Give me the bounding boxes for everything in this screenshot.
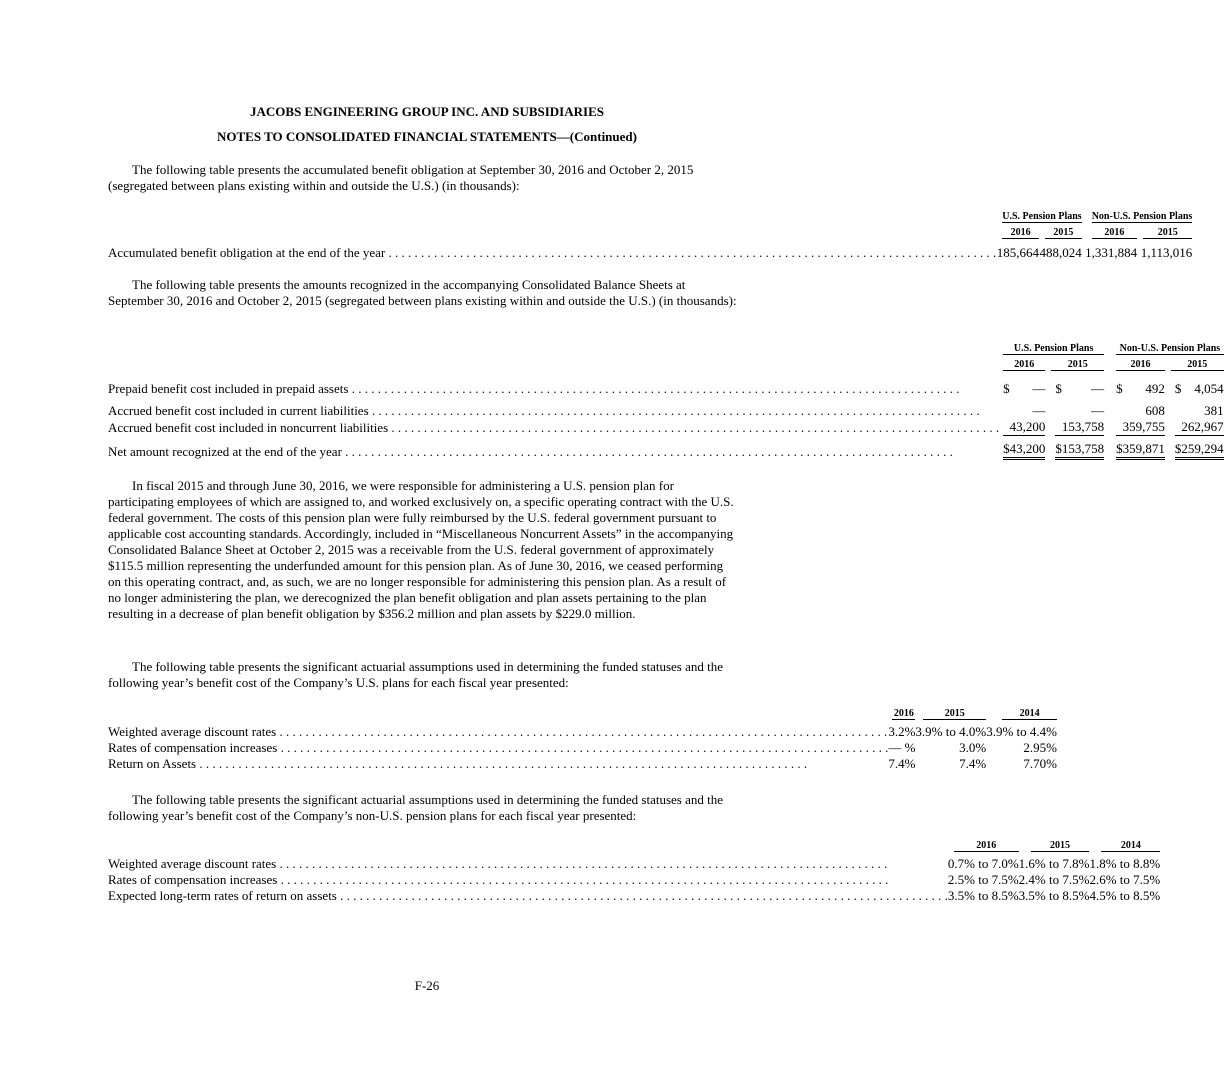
page-number: F-26 <box>414 978 440 993</box>
table-cell: 488,024 <box>1039 245 1082 260</box>
table-cell: 1,331,884 <box>1085 245 1138 260</box>
table-cell: 262,967 <box>1175 419 1224 436</box>
year-header: 2016 <box>1002 227 1039 239</box>
paragraph-3 <box>108 478 738 622</box>
table-cell: $ 492 <box>1116 381 1165 396</box>
table-cell: 185,664 <box>996 245 1039 260</box>
table-cell: — <box>1091 403 1105 418</box>
table-cell: 3.2% <box>888 724 916 739</box>
row-label: Return on Assets . . . <box>108 756 888 772</box>
table-cell: 2.5% to 7.5% <box>947 872 1019 887</box>
section-subtitle: NOTES TO CONSOLIDATED FINANCIAL STATEMENTS—(Continued) <box>217 129 637 144</box>
table-cell: 7.70% <box>1023 756 1057 771</box>
paragraph-5 <box>108 792 738 824</box>
year-header: 2015 <box>1171 359 1224 371</box>
table-cell: 3.0% <box>959 740 987 755</box>
table-cell: 2.95% <box>1023 740 1057 755</box>
row-label: Rates of compensation increases . . . <box>108 872 948 888</box>
us-assumptions-table <box>108 704 1057 772</box>
group-header-nonus: Non-U.S. Pension Plans <box>1091 211 1193 222</box>
table-cell: $359,871 <box>1116 441 1165 460</box>
row-label: Accrued benefit cost included in current liabilities . . . <box>108 403 999 419</box>
paragraph-2 <box>108 277 738 309</box>
paragraph-4-text: The following table presents the significant actuarial assumptions used in determining the funded statuses and the following year’s benefit cost of the Company’s U.S. plans for each fiscal year presented: <box>108 659 723 690</box>
year-header: 2015 <box>1143 227 1192 239</box>
nonus-assumptions-table <box>108 836 1160 904</box>
table-cell: $ — <box>1055 381 1105 396</box>
row-label: Rates of compensation increases . . . <box>108 740 888 756</box>
paragraph-1 <box>108 162 738 194</box>
table-cell: $ 4,054 <box>1174 381 1224 396</box>
paragraph-5-text: The following table presents the significant actuarial assumptions used in determining the funded statuses and the following year’s benefit cost of the Company’s non-U.S. pension plans for each fiscal year presented: <box>108 792 723 823</box>
group-header-nonus: Non-U.S. Pension Plans <box>1116 343 1224 355</box>
amounts-recognized-table <box>108 339 1224 460</box>
table-cell: 7.4% <box>888 756 916 771</box>
year-header: 2016 <box>1003 359 1045 371</box>
year-header: 2016 <box>954 840 1019 852</box>
table-cell: — % <box>888 740 916 755</box>
table-cell: 1.8% to 8.8% <box>1089 856 1161 871</box>
table-cell: 3.9% to 4.4% <box>986 724 1057 739</box>
table-cell: 3.9% to 4.0% <box>915 724 987 739</box>
table-cell: 153,758 <box>1055 419 1104 436</box>
table-cell: 4.5% to 8.5% <box>1089 888 1161 903</box>
year-header: 2016 <box>893 708 914 719</box>
row-label: Prepaid benefit cost included in prepaid assets . . . <box>108 381 999 397</box>
table-cell: 608 <box>1145 403 1165 418</box>
year-header: 2014 <box>1101 840 1160 852</box>
paragraph-1-text: The following table presents the accumulated benefit obligation at September 30, 2016 and October 2, 2015 (segregated between plans existing within and outside the U.S.) (in thousands): <box>108 162 694 193</box>
row-label: Accumulated benefit obligation at the end of the year . . . <box>108 245 996 261</box>
accumulated-benefit-table <box>108 207 1192 261</box>
year-header: 2015 <box>923 708 986 720</box>
year-header: 2015 <box>1045 227 1082 239</box>
table-cell: 2.4% to 7.5% <box>1018 872 1090 887</box>
table-cell: $43,200 <box>1003 441 1045 460</box>
group-header-us: U.S. Pension Plans <box>1002 211 1082 222</box>
paragraph-2-text: The following table presents the amounts recognized in the accompanying Consolidated Balance Sheets at September 30, 2016 and October 2, 2015 (segregated between plans existing within and outside the U.S.) (in thousands): <box>108 277 737 308</box>
table-cell: $ — <box>1003 381 1046 396</box>
table-cell: 1.6% to 7.8% <box>1018 856 1090 871</box>
table-cell: 43,200 <box>1003 419 1045 436</box>
group-header-us: U.S. Pension Plans <box>1003 343 1104 355</box>
table-cell: 1,113,016 <box>1140 245 1193 260</box>
table-cell: 3.5% to 8.5% <box>947 888 1019 903</box>
paragraph-4 <box>108 659 738 691</box>
table-cell: 359,755 <box>1116 419 1165 436</box>
row-label: Weighted average discount rates . . . <box>108 724 888 740</box>
table-cell: — <box>1032 403 1046 418</box>
table-cell: 0.7% to 7.0% <box>947 856 1019 871</box>
paragraph-3-text: In fiscal 2015 and through June 30, 2016, we were responsible for administering a U.S. pension plan for participating employees of which are assigned to, and worked exclusively on, a specific operating contract with the U.S. federal government. The costs of this pension plan were fully reimbursed by the U.S. federal government pursuant to applicable cost accounting standards. Accordingly, included in “Miscellaneous Noncurrent Assets” in the accompanying Consolidated Balance Sheet at October 2, 2015 was a receivable from the U.S. federal government of approximately $115.5 million representing the underfunded amount for this pension plan. As of June 30, 2016, we ceased performing on this operating contract, and, as such, we are no longer responsible for administering this pension plan. As a result of no longer administering the plan, we derecognized the plan benefit obligation and plan assets pertaining to the plan resulting in a decrease of plan benefit obligation by $356.2 million and plan assets by $229.0 million. <box>108 478 734 621</box>
row-label: Expected long-term rates of return on assets . . . <box>108 888 948 904</box>
table-cell: 3.5% to 8.5% <box>1018 888 1090 903</box>
company-heading: JACOBS ENGINEERING GROUP INC. AND SUBSIDIARIES <box>250 104 604 119</box>
year-header: 2015 <box>1051 359 1104 371</box>
row-label: Net amount recognized at the end of the year . . . <box>108 444 999 460</box>
year-header: 2015 <box>1031 840 1090 852</box>
table-cell: $153,758 <box>1055 441 1104 460</box>
table-cell: 2.6% to 7.5% <box>1089 872 1161 887</box>
year-header: 2016 <box>1116 359 1165 371</box>
year-header: 2014 <box>1002 708 1057 720</box>
row-label: Weighted average discount rates . . . <box>108 856 948 872</box>
table-cell: 7.4% <box>959 756 987 771</box>
table-cell: 381 <box>1204 403 1224 418</box>
row-label: Accrued benefit cost included in noncurrent liabilities . . . <box>108 420 999 436</box>
table-cell: $259,294 <box>1175 441 1224 460</box>
year-header: 2016 <box>1092 227 1137 239</box>
